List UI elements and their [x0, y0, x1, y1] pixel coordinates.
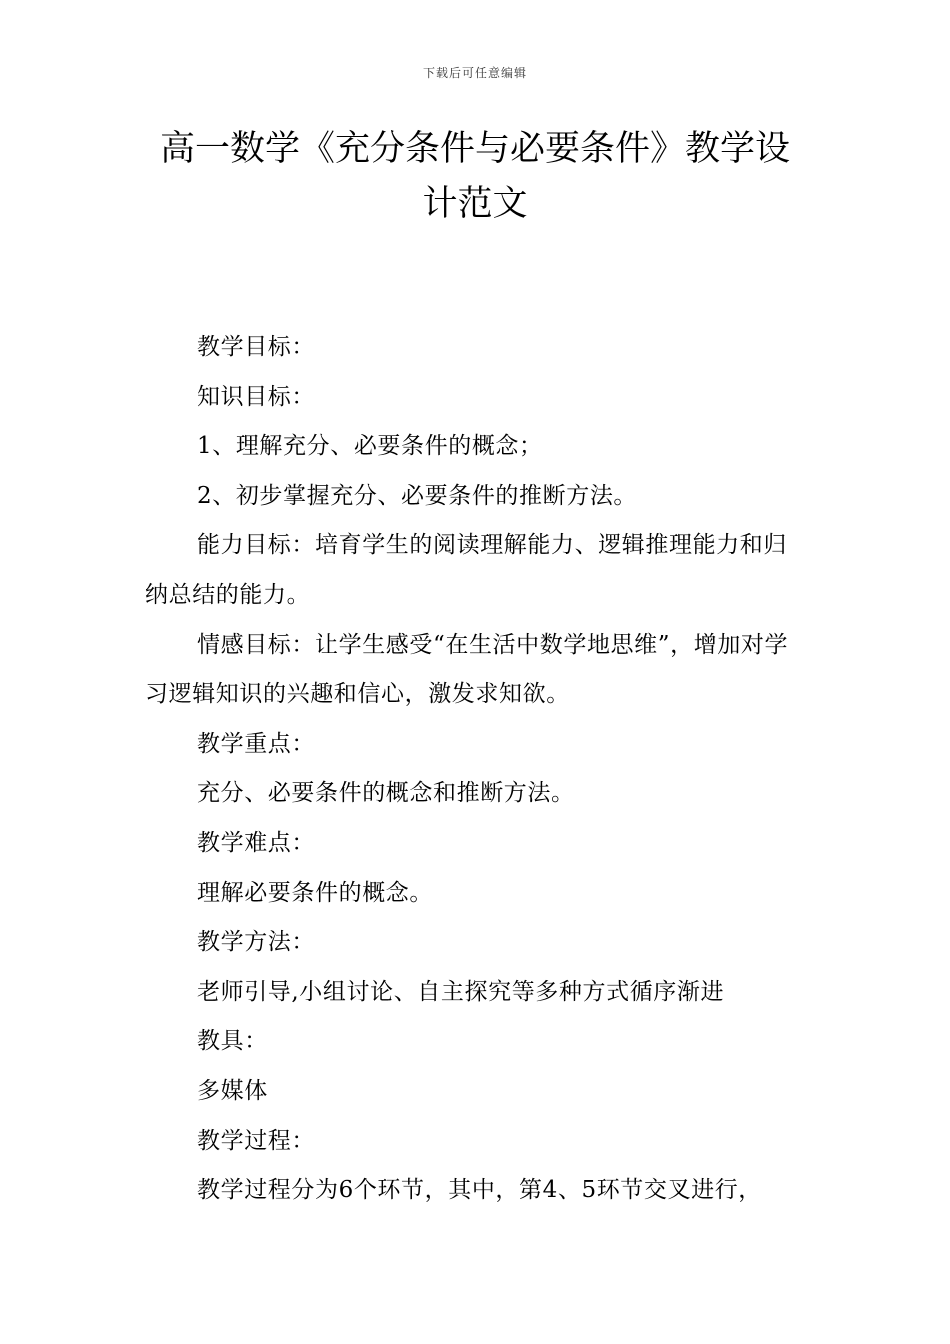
knowledge-goals-heading: 知识目标：	[197, 383, 315, 410]
title-line-1: 高一数学《充分条件与必要条件》教学设	[159, 129, 790, 169]
knowledge-item-2: 2、初步掌握充分、必要条件的推断方法。	[197, 482, 638, 509]
methods-text: 老师引导,小组讨论、自主探究等多种方式循序渐进	[197, 978, 725, 1005]
knowledge-item-1: 1、理解充分、必要条件的概念；	[197, 433, 543, 460]
teaching-goals-heading: 教学目标：	[197, 334, 315, 360]
document-title	[120, 122, 830, 232]
key-points-text: 充分、必要条件的概念和推断方法。	[197, 780, 575, 807]
tools-heading: 教具：	[197, 1028, 268, 1055]
difficulties-heading: 教学难点：	[197, 829, 315, 856]
key-points-heading: 教学重点：	[197, 730, 315, 757]
title-line-2: 计范文	[422, 184, 528, 224]
process-heading: 教学过程：	[197, 1127, 315, 1154]
methods-heading: 教学方法：	[197, 929, 315, 956]
process-intro-paragraph: 教学过程分为6个环节，其中，第4、5环节交叉进行，	[197, 1177, 762, 1204]
document-body	[145, 323, 810, 1216]
header-note: 下载后可任意编辑	[422, 66, 527, 80]
tools-text: 多媒体	[197, 1077, 268, 1104]
emotion-goal-paragraph: 情感目标：让学生感受“在生活中数学地思维”，增加对学习逻辑知识的兴趣和信心，激发求知欲。	[145, 631, 789, 708]
difficulties-text: 理解必要条件的概念。	[197, 879, 433, 906]
ability-goal-paragraph: 能力目标：培育学生的阅读理解能力、逻辑推理能力和归纳总结的能力。	[145, 532, 787, 608]
